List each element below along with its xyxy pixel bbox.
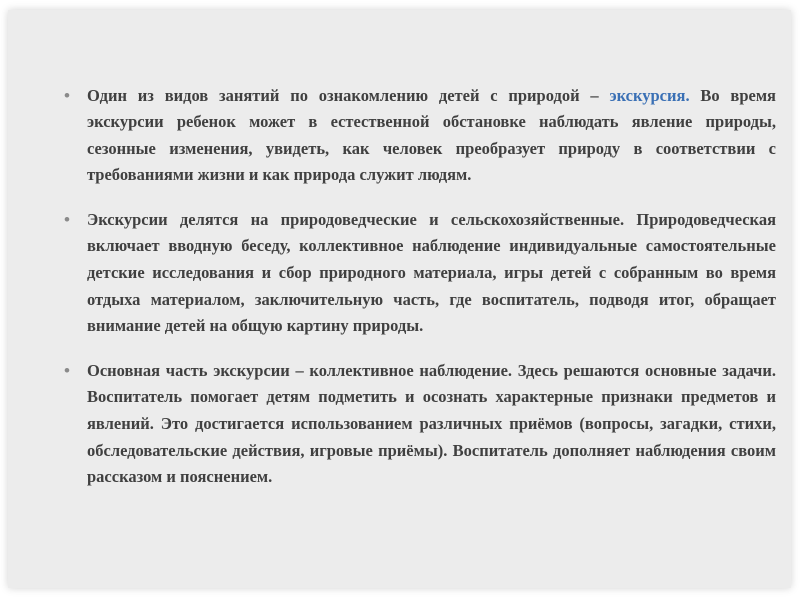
slide-content — [64, 66, 776, 509]
bullet-text: Во время экскурсии ребенок может в естественной обстановке наблюдать явление природы, сезонные изменения, увидеть, как человек преобразует природу в соответствии с требованиями жизни и как природа служит людям. — [87, 85, 776, 185]
bullet-excursion-intro — [64, 83, 776, 189]
slide — [8, 10, 791, 588]
bullet-text: Один из видов занятий по ознакомлению детей с природой – — [87, 85, 610, 105]
bullet-excursion-types: • Экскурсии делятся на природоведческие и сельскохозяйственные. Природоведческая включает вводную беседу, коллективное наблюдение индивидуальные самостоятельные детские исследования и сбор природного материала, игры детей с собранным во время отдыха материалом, заключительную часть, где воспитатель, подводя итог, обращает внимание детей на общую картину природы. — [64, 207, 776, 340]
bullet-excursion-main-part: • Основная часть экскурсии – коллективное наблюдение. Здесь решаются основные задачи. Воспитатель помогает детям подметить и осознать характерные признаки предметов и явлений. Это достигается использованием различных приёмов (вопросы, загадки, стихи, обследовательские действия, игровые приёмы). Воспитатель дополняет наблюдения своим рассказом и пояснением. — [64, 358, 776, 491]
highlight-term: экскурсия. — [609, 85, 690, 105]
